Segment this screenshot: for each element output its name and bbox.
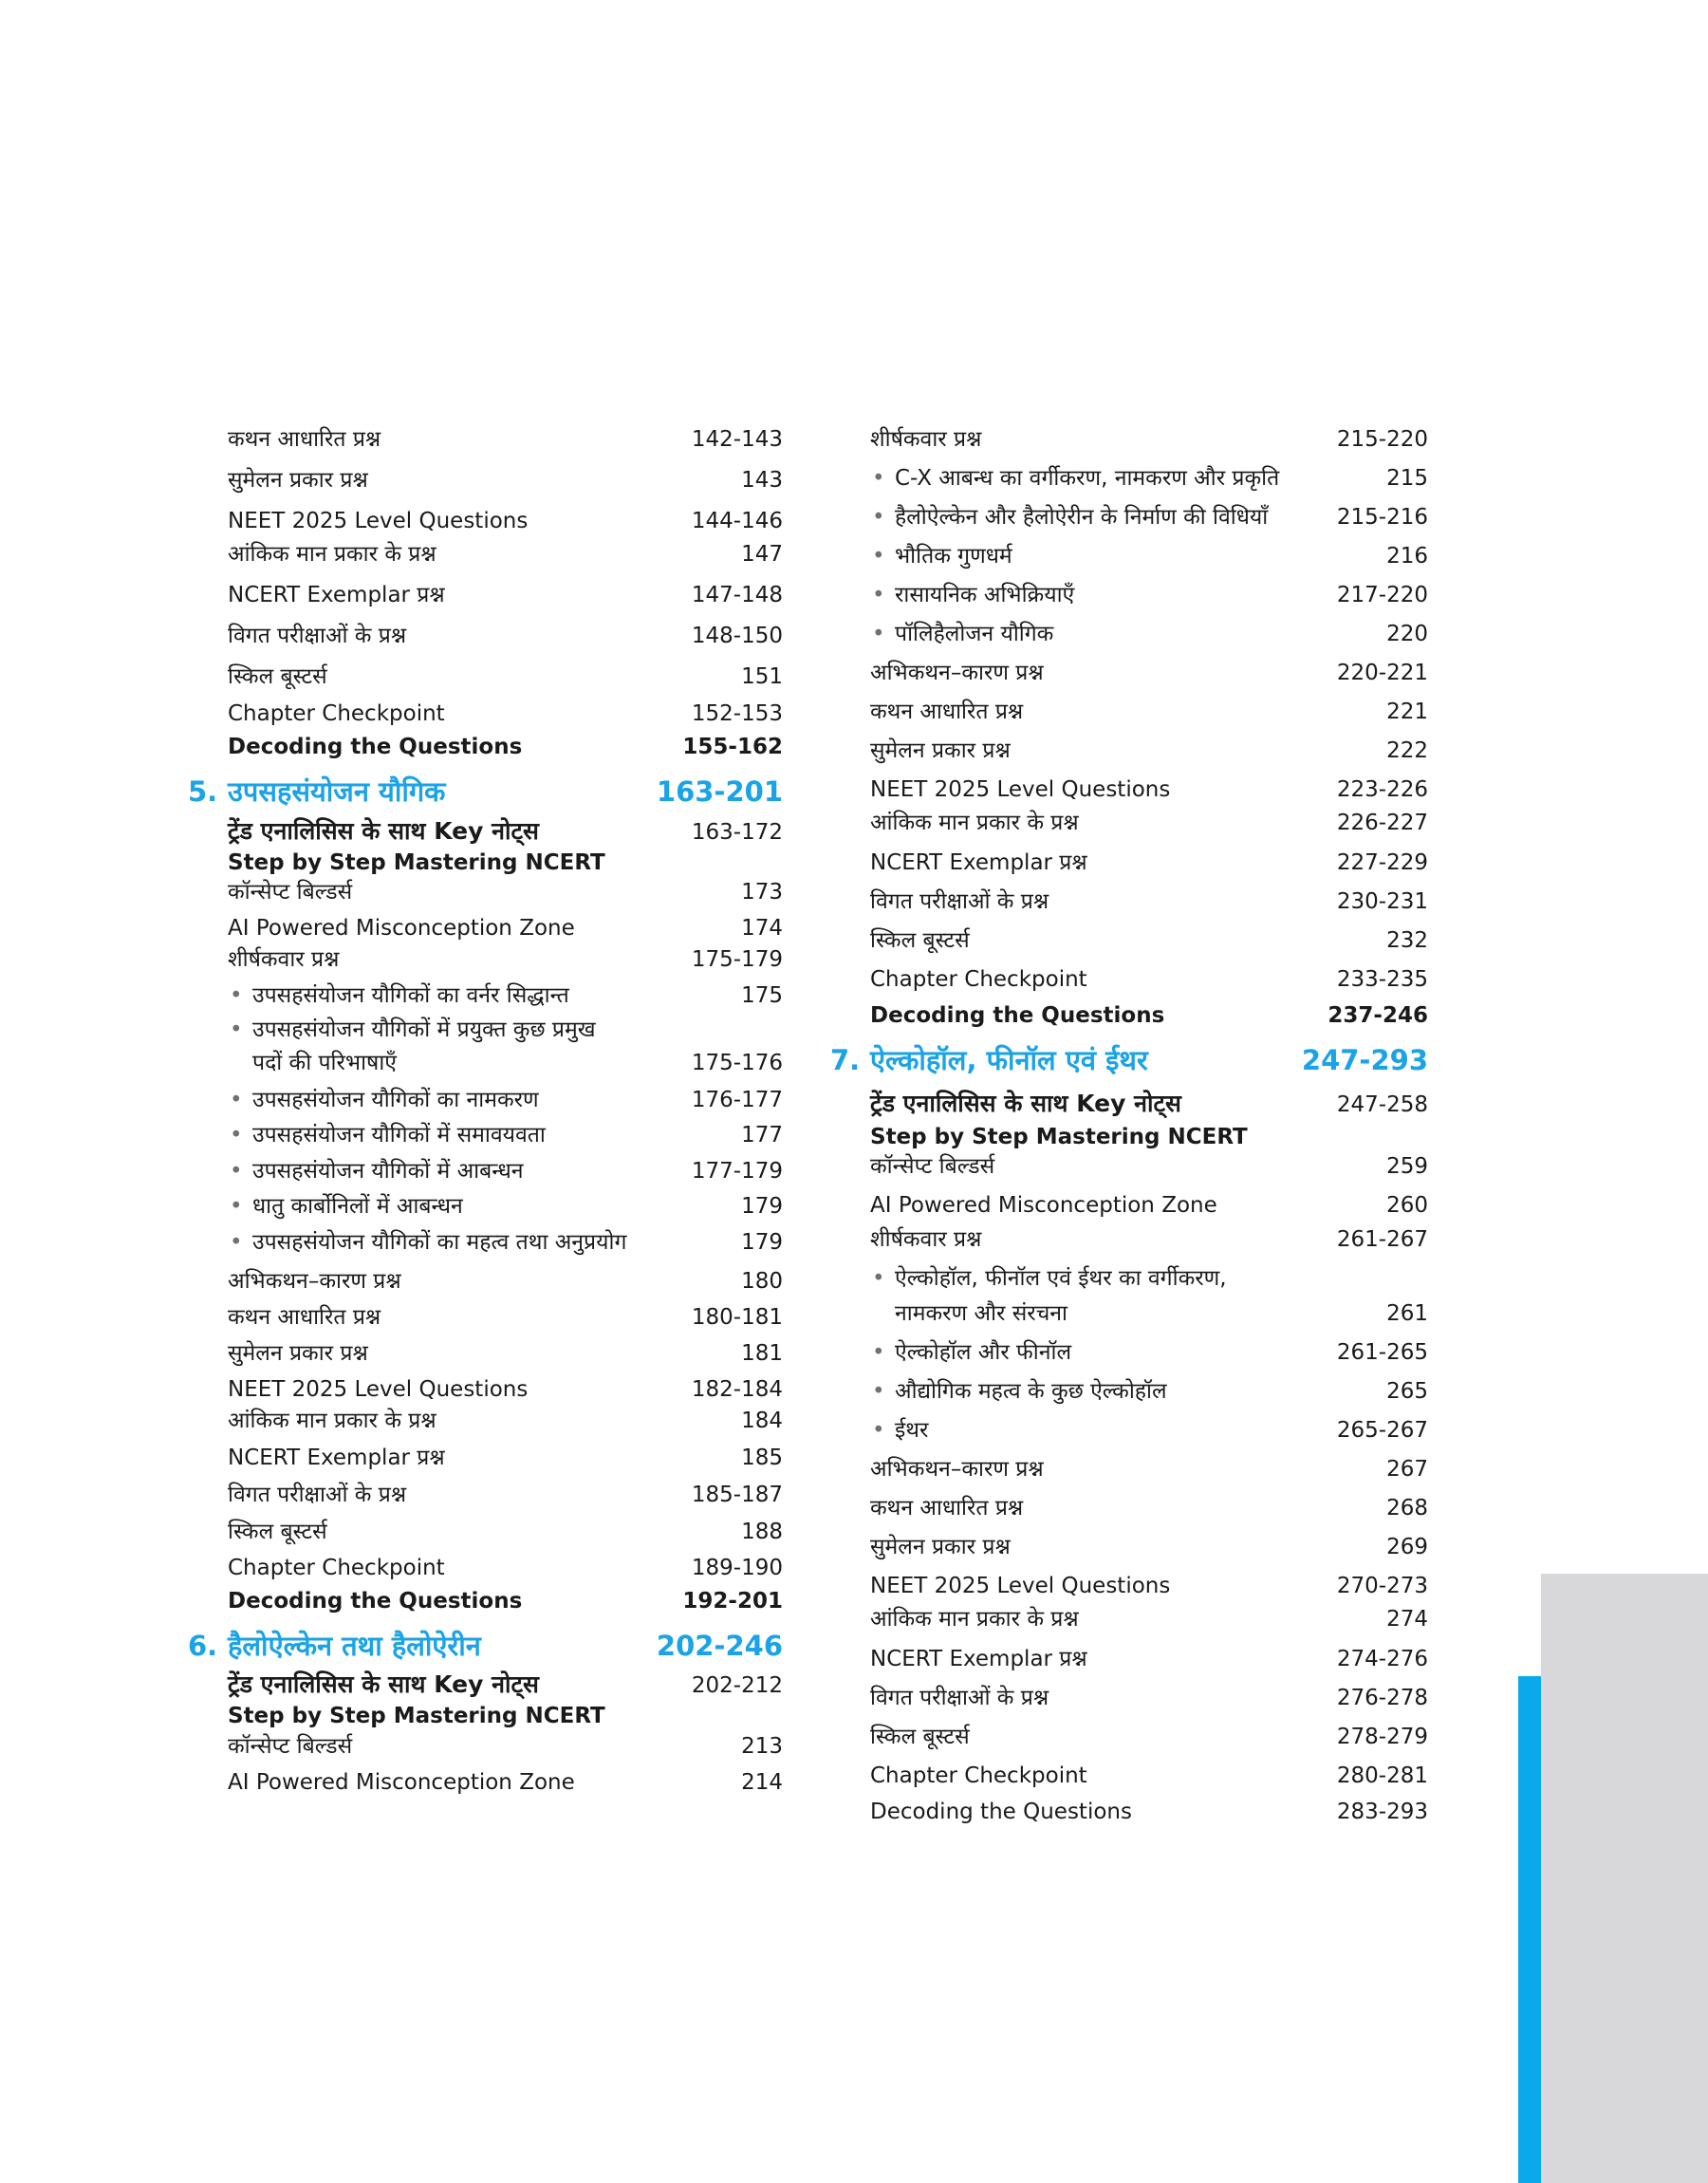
toc-page-range: 269 [1386, 1535, 1428, 1559]
toc-page-range: 175 [741, 983, 783, 1008]
toc-page-range: 233-235 [1336, 967, 1428, 992]
toc-page-range: 237-246 [1327, 1003, 1428, 1028]
toc-subtopic [870, 544, 1428, 570]
toc-page-range: 144-146 [691, 509, 783, 533]
toc-page-range: 192-201 [682, 1589, 783, 1614]
toc-entry-label: शीर्षकवार प्रश्न [228, 947, 340, 972]
toc-entry [870, 738, 1428, 765]
toc-page-range: 179 [741, 1230, 783, 1255]
toc-entry [870, 1457, 1428, 1483]
toc-entry-label: ट्रेंड एनालिसिस के साथ Key नोट्स [870, 1090, 1181, 1117]
toc-entry [228, 850, 783, 877]
toc-entry [228, 1556, 783, 1582]
toc-entry [228, 1589, 783, 1615]
toc-entry-label: • ईथर [870, 1418, 1337, 1445]
toc-entry-label: AI Powered Misconception Zone [870, 1193, 1217, 1218]
toc-subtopic [228, 1051, 783, 1077]
toc-entry [870, 1800, 1428, 1826]
toc-page-range: 230-231 [1336, 889, 1428, 914]
toc-subtopic [870, 622, 1428, 648]
toc-entry-label: Chapter Checkpoint [870, 967, 1087, 992]
toc-subtopic [228, 1123, 783, 1149]
toc-entry [870, 928, 1428, 955]
toc-page-range: 223-226 [1336, 777, 1428, 802]
toc-entry [228, 916, 783, 942]
toc-entry-label: • पॉलिहैलोजन यौगिक [870, 622, 1386, 648]
toc-page-range: 143 [741, 468, 783, 493]
toc-entry [228, 701, 783, 728]
toc-page-range: 265-267 [1336, 1418, 1428, 1443]
toc-page-range: 217-220 [1336, 583, 1428, 607]
toc-entry [228, 947, 783, 974]
toc-page-range: 148-150 [691, 624, 783, 648]
toc-page-range: 180-181 [691, 1305, 783, 1330]
toc-page-range: 247-258 [1336, 1092, 1428, 1117]
toc-page-range: 261-267 [1336, 1227, 1428, 1252]
toc-entry [870, 889, 1428, 916]
toc-entry-label: NCERT Exemplar प्रश्न [870, 850, 1087, 875]
toc-entry-label: Decoding the Questions [228, 1589, 523, 1614]
toc-entry-label: • ऐल्कोहॉल और फीनॉल [870, 1340, 1337, 1367]
toc-page-range: 267 [1386, 1457, 1428, 1482]
toc-entry-label: Step by Step Mastering NCERT [228, 850, 605, 875]
toc-entry-label: स्किल बूस्टर्स [870, 928, 970, 953]
toc-page-range: 147 [741, 542, 783, 567]
toc-entry-label: ट्रेंड एनालिसिस के साथ Key नोट्स [228, 1670, 539, 1698]
toc-entry-label: विगत परीक्षाओं के प्रश्न [870, 889, 1049, 914]
toc-entry [228, 1670, 783, 1700]
toc-entry-label: NCERT Exemplar प्रश्न [228, 1446, 445, 1470]
toc-page-range: 179 [741, 1194, 783, 1219]
toc-page-range: 142-143 [691, 427, 783, 452]
toc-page-range: 174 [741, 916, 783, 941]
toc-entry [870, 1003, 1428, 1030]
toc-entry [228, 542, 783, 569]
toc-entry-label: विगत परीक्षाओं के प्रश्न [228, 624, 407, 648]
chapter-title: ऐल्कोहॉल, फीनॉल एवं ईथर [870, 1044, 1148, 1076]
toc-entry [228, 468, 783, 494]
toc-page-range: 216 [1386, 544, 1428, 569]
toc-entry-label: स्किल बूस्टर्स [228, 664, 327, 689]
toc-entry [228, 735, 783, 761]
toc-page-range: 278-279 [1336, 1725, 1428, 1749]
chapter-number: 7. [830, 1044, 861, 1076]
toc-page-range: 227-229 [1336, 850, 1428, 875]
chapter-heading [830, 1044, 1428, 1077]
toc-entry [870, 1125, 1428, 1151]
toc-entry-label: स्किल बूस्टर्स [228, 1520, 327, 1544]
toc-page-range: 220-221 [1336, 661, 1428, 685]
toc-entry-label: • C-X आबन्ध का वर्गीकरण, नामकरण और प्रकृति [870, 466, 1386, 493]
toc-entry-label: स्किल बूस्टर्स [870, 1725, 970, 1749]
toc-subtopic [228, 1088, 783, 1114]
toc-entry-label: Chapter Checkpoint [228, 701, 445, 726]
toc-entry-label: कथन आधारित प्रश्न [870, 700, 1024, 724]
toc-entry-label: AI Powered Misconception Zone [228, 916, 575, 941]
toc-page-range: 188 [741, 1520, 783, 1544]
toc-entry-label: • हैलोऐल्केन और हैलोऐरीन के निर्माण की विधियाँ [870, 505, 1337, 532]
toc-entry [870, 967, 1428, 994]
toc-entry [228, 1483, 783, 1509]
toc-page-range: 147-148 [691, 583, 783, 607]
toc-entry [228, 817, 783, 847]
toc-entry-label: • उपसहसंयोजन यौगिकों का महत्व तथा अनुप्रयोग [228, 1230, 741, 1257]
toc-page-range: 270-273 [1336, 1574, 1428, 1598]
toc-entry [228, 664, 783, 691]
toc-page-range: 177-179 [691, 1159, 783, 1184]
toc-entry-label: • उपसहसंयोजन यौगिकों का वर्नर सिद्धान्त [228, 983, 741, 1010]
toc-subtopic [870, 1266, 1428, 1293]
toc-entry-label: • उपसहसंयोजन यौगिकों में समावयवता [228, 1123, 741, 1149]
toc-entry-label: AI Powered Misconception Zone [228, 1770, 575, 1795]
toc-subtopic [870, 1301, 1428, 1328]
toc-page-range: 155-162 [682, 735, 783, 759]
toc-subtopic [870, 466, 1428, 493]
toc-entry-label: NCERT Exemplar प्रश्न [870, 1647, 1087, 1671]
toc-entry [228, 1734, 783, 1761]
toc-entry-label: NCERT Exemplar प्रश्न [228, 583, 445, 607]
toc-entry [228, 583, 783, 609]
toc-entry [870, 1193, 1428, 1220]
toc-entry [228, 1341, 783, 1368]
toc-entry-label: सुमेलन प्रकार प्रश्न [870, 738, 1011, 763]
toc-entry [228, 1770, 783, 1797]
toc-page-range: 226-227 [1336, 811, 1428, 835]
toc-entry-label: • धातु कार्बोनिलों में आबन्धन [228, 1194, 741, 1221]
toc-page-range: 182-184 [691, 1377, 783, 1402]
toc-entry [870, 1090, 1428, 1119]
toc-entry-label: NEET 2025 Level Questions [228, 509, 529, 533]
toc-entry [870, 1496, 1428, 1522]
toc-entry-label: नामकरण और संरचना [895, 1301, 1068, 1326]
toc-entry-label: • उपसहसंयोजन यौगिकों का नामकरण [228, 1088, 692, 1114]
toc-entry-label: Chapter Checkpoint [228, 1556, 445, 1580]
chapter-heading [188, 1630, 783, 1663]
toc-entry [870, 1574, 1428, 1600]
toc-entry-label: कॉन्सेप्ट बिल्डर्स [228, 1734, 353, 1759]
toc-entry-label: Step by Step Mastering NCERT [228, 1704, 605, 1728]
toc-entry [228, 427, 783, 454]
toc-page-range: 265 [1386, 1379, 1428, 1404]
toc-entry-label: NEET 2025 Level Questions [228, 1377, 529, 1402]
toc-entry [228, 1269, 783, 1296]
toc-subtopic [228, 1159, 783, 1185]
toc-entry-label: कथन आधारित प्रश्न [228, 427, 381, 452]
toc-entry-label: शीर्षकवार प्रश्न [870, 427, 982, 452]
toc-entry [870, 850, 1428, 877]
toc-entry [228, 1704, 783, 1730]
toc-page-range: 175-176 [691, 1051, 783, 1075]
chapter-number: 5. [188, 775, 218, 808]
toc-entry-label: Decoding the Questions [870, 1800, 1132, 1824]
toc-page-range: 151 [741, 664, 783, 689]
toc-entry [870, 1763, 1428, 1790]
toc-page-range: 163-172 [691, 820, 783, 845]
toc-page-range: 280-281 [1336, 1763, 1428, 1788]
toc-page-range: 259 [1386, 1154, 1428, 1179]
toc-subtopic [870, 1379, 1428, 1406]
toc-page-range: 222 [1386, 738, 1428, 763]
toc-page-range: 221 [1386, 700, 1428, 724]
toc-entry [228, 509, 783, 535]
chapter-title: हैलोऐल्केन तथा हैलोऐरीन [228, 1630, 481, 1662]
toc-entry-label: कॉन्सेप्ट बिल्डर्स [228, 880, 353, 905]
toc-subtopic [870, 1340, 1428, 1367]
toc-entry [228, 1520, 783, 1546]
toc-page-range: 276-278 [1336, 1686, 1428, 1710]
toc-page-range: 163-201 [656, 775, 783, 808]
toc-entry-label: आंकिक मान प्रकार के प्रश्न [870, 1607, 1079, 1632]
toc-page-range: 268 [1386, 1496, 1428, 1521]
toc-entry-label: आंकिक मान प्रकार के प्रश्न [870, 811, 1079, 835]
toc-page-range: 274 [1386, 1607, 1428, 1632]
toc-page-range: 215-216 [1336, 505, 1428, 530]
toc-page-range: 214 [741, 1770, 783, 1795]
toc-page-range: 184 [741, 1409, 783, 1433]
toc-entry-label: अभिकथन–कारण प्रश्न [870, 661, 1044, 685]
toc-entry-label: शीर्षकवार प्रश्न [870, 1227, 982, 1252]
toc-page-range: 261 [1386, 1301, 1428, 1326]
toc-entry-label: कथन आधारित प्रश्न [228, 1305, 381, 1330]
toc-entry-label: • ऐल्कोहॉल, फीनॉल एवं ईथर का वर्गीकरण, [870, 1266, 1428, 1293]
toc-entry [870, 1725, 1428, 1751]
toc-page-range: 189-190 [691, 1556, 783, 1580]
toc-subtopic [870, 583, 1428, 609]
toc-page-range: 220 [1386, 622, 1428, 646]
toc-entry-label: NEET 2025 Level Questions [870, 777, 1171, 802]
toc-subtopic [228, 1017, 783, 1044]
toc-page-range: 152-153 [691, 701, 783, 726]
chapter-number: 6. [188, 1630, 218, 1662]
toc-subtopic [228, 1230, 783, 1257]
toc-entry-label: Decoding the Questions [228, 735, 523, 759]
toc-entry-label: NEET 2025 Level Questions [870, 1574, 1171, 1598]
toc-page-range: 173 [741, 880, 783, 905]
toc-entry-label: Chapter Checkpoint [870, 1763, 1087, 1788]
toc-entry [870, 700, 1428, 726]
toc-page-range: 213 [741, 1734, 783, 1759]
toc-entry-label: कॉन्सेप्ट बिल्डर्स [870, 1154, 995, 1179]
toc-entry-label: पदों की परिभाषाएँ [252, 1051, 398, 1075]
toc-page-range: 261-265 [1336, 1340, 1428, 1365]
toc-page-range: 180 [741, 1269, 783, 1294]
toc-entry-label: कथन आधारित प्रश्न [870, 1496, 1024, 1521]
toc-entry-label: • औद्योगिक महत्व के कुछ ऐल्कोहॉल [870, 1379, 1386, 1406]
toc-entry [228, 1305, 783, 1332]
toc-page-range: 202-246 [656, 1630, 783, 1662]
toc-entry [870, 661, 1428, 687]
toc-entry-label: आंकिक मान प्रकार के प्रश्न [228, 542, 436, 567]
toc-entry-label: • उपसहसंयोजन यौगिकों में आबन्धन [228, 1159, 692, 1185]
toc-page-range: 202-212 [691, 1673, 783, 1698]
chapter-title: उपसहसंयोजन यौगिक [228, 775, 446, 808]
toc-page-range: 215 [1386, 466, 1428, 491]
toc-entry [228, 1377, 783, 1404]
toc-entry [870, 1686, 1428, 1712]
toc-entry [870, 1154, 1428, 1181]
toc-page-range: 247-293 [1301, 1044, 1428, 1076]
toc-entry [870, 811, 1428, 837]
toc-subtopic [228, 1194, 783, 1221]
toc-page-range: 175-179 [691, 947, 783, 972]
toc-subtopic [870, 1418, 1428, 1445]
toc-page-range: 177 [741, 1123, 783, 1147]
toc-entry-label: विगत परीक्षाओं के प्रश्न [870, 1686, 1049, 1710]
toc-page-range: 181 [741, 1341, 783, 1366]
toc-page-range: 260 [1386, 1193, 1428, 1218]
toc-page-range: 185 [741, 1446, 783, 1470]
toc-page-range: 283-293 [1336, 1800, 1428, 1824]
toc-entry-label: सुमेलन प्रकार प्रश्न [228, 1341, 368, 1366]
toc-page-range: 185-187 [691, 1483, 783, 1507]
toc-subtopic [870, 505, 1428, 532]
toc-subtopic [228, 983, 783, 1010]
toc-entry-label: • भौतिक गुणधर्म [870, 544, 1386, 570]
toc-entry [228, 624, 783, 650]
edge-tab-gray [1541, 1574, 1708, 2183]
toc-entry [228, 1446, 783, 1472]
toc-entry-label: • उपसहसंयोजन यौगिकों में प्रयुक्त कुछ प्रमुख [228, 1017, 783, 1044]
toc-entry [870, 1607, 1428, 1633]
toc-entry-label: अभिकथन–कारण प्रश्न [228, 1269, 401, 1294]
edge-tab-blue [1518, 1676, 1541, 2183]
toc-entry [870, 1647, 1428, 1673]
toc-entry [228, 1409, 783, 1435]
toc-page-range: 176-177 [691, 1088, 783, 1112]
toc-entry [870, 777, 1428, 804]
toc-entry-label: सुमेलन प्रकार प्रश्न [228, 468, 368, 493]
toc-entry-label: सुमेलन प्रकार प्रश्न [870, 1535, 1011, 1559]
toc-entry [228, 880, 783, 906]
toc-entry-label: Decoding the Questions [870, 1003, 1165, 1028]
toc-entry-label: Step by Step Mastering NCERT [870, 1125, 1248, 1149]
chapter-heading [188, 775, 783, 809]
toc-entry-label: अभिकथन–कारण प्रश्न [870, 1457, 1044, 1482]
toc-entry [870, 427, 1428, 454]
toc-page-range: 232 [1386, 928, 1428, 953]
toc-entry-label: ट्रेंड एनालिसिस के साथ Key नोट्स [228, 817, 539, 845]
toc-entry [870, 1227, 1428, 1254]
toc-entry-label: • रासायनिक अभिक्रियाएँ [870, 583, 1337, 609]
toc-page-range: 274-276 [1336, 1647, 1428, 1671]
toc-entry [870, 1535, 1428, 1561]
toc-entry-label: विगत परीक्षाओं के प्रश्न [228, 1483, 407, 1507]
toc-page-range: 215-220 [1336, 427, 1428, 452]
toc-entry-label: आंकिक मान प्रकार के प्रश्न [228, 1409, 436, 1433]
